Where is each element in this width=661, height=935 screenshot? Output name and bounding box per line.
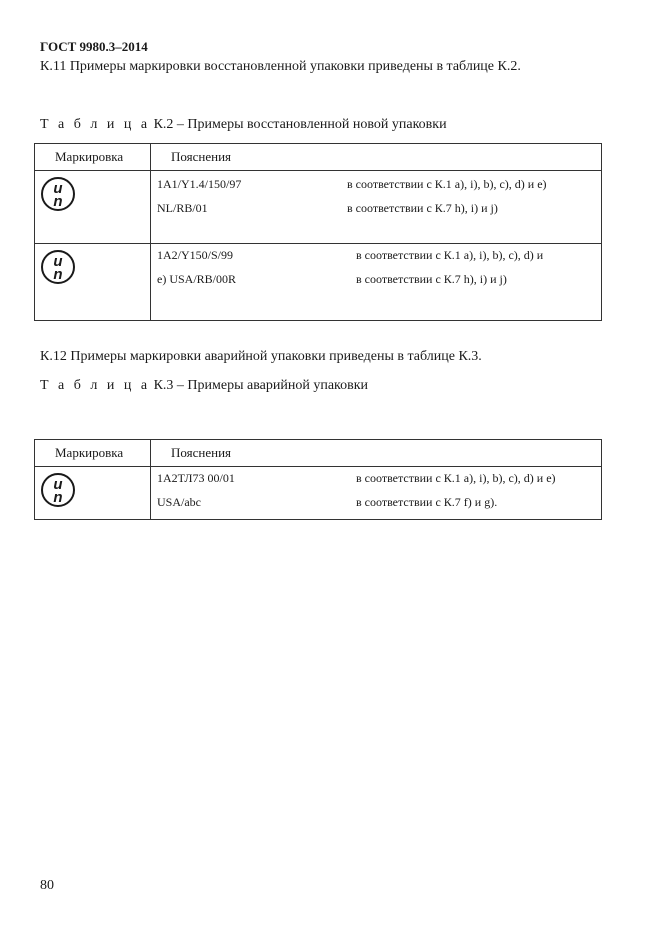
table-k2-caption-prefix: Т а б л и ц а bbox=[40, 117, 151, 132]
marking-note: в соответствии с К.7 h), i) и j) bbox=[347, 201, 498, 215]
marking-code: 1А1/Y1.4/150/97 bbox=[157, 177, 242, 191]
table-row bbox=[35, 171, 602, 244]
column-header-explanation: Пояснения bbox=[151, 440, 602, 467]
document-header: ГОСТ 9980.3–2014 bbox=[40, 39, 148, 54]
column-header-marking: Маркировка bbox=[35, 440, 151, 467]
table-row bbox=[35, 467, 602, 520]
explanation-cell bbox=[151, 244, 602, 321]
marking-note: в соответствии с К.7 f) и g). bbox=[356, 495, 498, 509]
un-packaging-symbol: u n bbox=[41, 177, 75, 211]
table-row bbox=[35, 244, 602, 321]
marking-cell bbox=[35, 244, 151, 321]
marking-code: е) USA/RB/00R bbox=[157, 272, 237, 286]
paragraph-k11: К.11 Примеры маркировки восстановленной упаковки приведены в таблице К.2. bbox=[40, 59, 521, 74]
explanation-cell bbox=[151, 171, 602, 244]
table-k3-caption-prefix: Т а б л и ц а bbox=[40, 378, 151, 393]
marking-note: в соответствии с К.1 а), i), b), с), d) и е) bbox=[347, 177, 547, 191]
column-header-marking: Маркировка bbox=[35, 144, 151, 171]
marking-note: в соответствии с К.1 а), i), b), с), d) и bbox=[356, 248, 544, 262]
table-k3-caption bbox=[40, 378, 368, 394]
marking-code: NL/RB/01 bbox=[157, 201, 208, 215]
page-number: 80 bbox=[40, 878, 54, 893]
marking-cell bbox=[35, 467, 151, 520]
table-k2-caption-title: К.2 – Примеры восстановленной новой упаковки bbox=[153, 117, 447, 132]
un-packaging-symbol: u n bbox=[41, 250, 75, 284]
marking-note: в соответствии с К.1 а), i), b), с), d) и е) bbox=[356, 471, 556, 485]
marking-cell bbox=[35, 171, 151, 244]
table-header-row bbox=[35, 440, 602, 467]
table-k2-caption bbox=[40, 117, 447, 133]
table-k2 bbox=[34, 143, 602, 321]
explanation-cell bbox=[151, 467, 602, 520]
column-header-explanation: Пояснения bbox=[151, 144, 602, 171]
table-k3 bbox=[34, 439, 602, 520]
table-header-row bbox=[35, 144, 602, 171]
marking-code: USA/abc bbox=[157, 495, 201, 509]
un-packaging-symbol: u n bbox=[41, 473, 75, 507]
marking-note: в соответствии с К.7 h), i) и j) bbox=[356, 272, 507, 286]
paragraph-k12: К.12 Примеры маркировки аварийной упаковки приведены в таблице К.3. bbox=[40, 349, 482, 364]
marking-code: 1А2/Y150/S/99 bbox=[157, 248, 234, 262]
marking-code: 1А2ТЛ73 00/01 bbox=[157, 471, 235, 485]
table-k3-caption-title: К.3 – Примеры аварийной упаковки bbox=[153, 378, 369, 393]
